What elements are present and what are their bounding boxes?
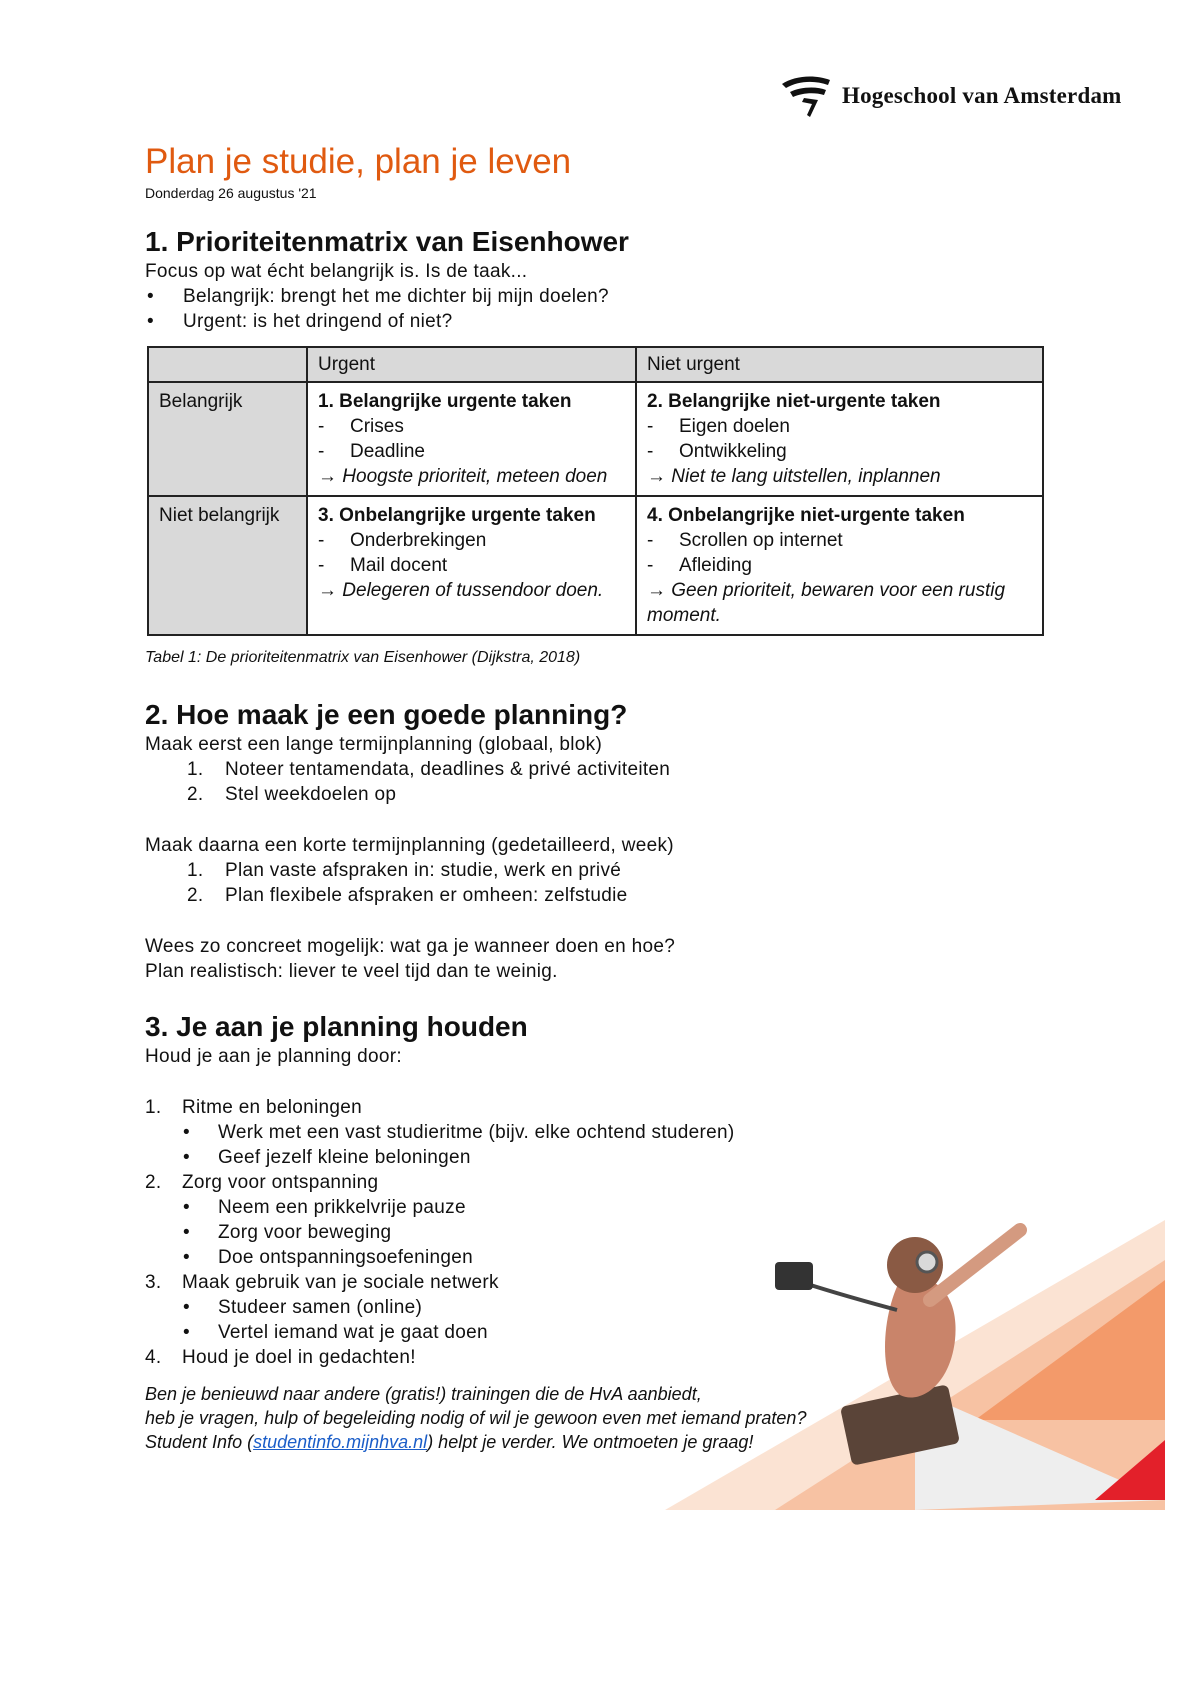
bullet-icon: •: [183, 1247, 190, 1268]
table-caption: Tabel 1: De prioriteitenmatrix van Eisenhower (Dijkstra, 2018): [145, 649, 581, 666]
bullet-icon: •: [183, 1147, 190, 1168]
hva-logo: [780, 74, 1122, 118]
hva-flame-logo-icon: [780, 74, 832, 118]
document-date: Donderdag 26 augustus '21: [145, 185, 317, 201]
table-row: [148, 382, 1043, 496]
page-title: Plan je studie, plan je leven: [145, 142, 572, 181]
list-item: • Zorg voor beweging: [183, 1222, 392, 1243]
matrix-cell-2: 2. Belangrijke niet-urgente taken - Eigen doelen - Ontwikkeling → Niet te lang uitstellen, inplannen: [636, 382, 1043, 496]
section3-heading: 3. Je aan je planning houden: [145, 1011, 528, 1042]
long-term-intro: Maak eerst een lange termijnplanning (globaal, blok): [145, 734, 603, 755]
list-item: 2. Plan flexibele afspraken er omheen: zelfstudie: [187, 885, 628, 906]
bullet-icon: •: [147, 286, 154, 307]
section1-intro: Focus op wat écht belangrijk is. Is de taak...: [145, 261, 528, 282]
table-corner-cell: [148, 347, 307, 382]
list-item: 1. Noteer tentamendata, deadlines & privé activiteiten: [187, 759, 671, 780]
list-item: 2. Zorg voor ontspanning: [145, 1172, 379, 1193]
logo-text: Hogeschool van Amsterdam: [842, 83, 1122, 108]
list-item: • Werk met een vast studieritme (bijv. elke ochtend studeren): [183, 1122, 735, 1143]
traveler-illustration: [665, 1170, 1165, 1510]
list-item: • Neem een prikkelvrije pauze: [183, 1197, 466, 1218]
col-header-niet-urgent: Niet urgent: [636, 347, 1043, 382]
tip-realistisch: Plan realistisch: liever te veel tijd dan te weinig.: [145, 961, 558, 982]
table-row: [148, 496, 1043, 635]
eisenhower-matrix-table: [147, 346, 1044, 636]
section1-heading: 1. Prioriteitenmatrix van Eisenhower: [145, 226, 629, 257]
bullet-icon: •: [183, 1122, 190, 1143]
bullet-icon: •: [183, 1322, 190, 1343]
row-header-niet-belangrijk: Niet belangrijk: [148, 496, 307, 635]
list-item: • Vertel iemand wat je gaat doen: [183, 1322, 488, 1343]
list-item: • Studeer samen (online): [183, 1297, 423, 1318]
closing-text: Ben je benieuwd naar andere (gratis!) trainingen die de HvA aanbiedt, heb je vragen, hulp of begeleiding nodig of wil je gewoon even met iemand praten? Student Info (studentinfo.mijnhva.nl) helpt je verder. We ontmoeten je graag!: [145, 1384, 807, 1452]
matrix-cell-3: 3. Onbelangrijke urgente taken - Onderbrekingen - Mail docent → Delegeren of tussendoor doen.: [307, 496, 636, 635]
list-item: 4. Houd je doel in gedachten!: [145, 1347, 416, 1368]
matrix-cell-4: 4. Onbelangrijke niet-urgente taken - Scrollen op internet - Afleiding → Geen prioriteit, bewaren voor een rustig moment.: [636, 496, 1043, 635]
section3-intro: Houd je aan je planning door:: [145, 1046, 402, 1067]
table-header-row: [148, 347, 1043, 382]
list-item: 1. Plan vaste afspraken in: studie, werk en privé: [187, 860, 622, 881]
col-header-urgent: Urgent: [307, 347, 636, 382]
list-item: 1. Ritme en beloningen: [145, 1097, 362, 1118]
list-item: 3. Maak gebruik van je sociale netwerk: [145, 1272, 499, 1293]
list-item: • Urgent: is het dringend of niet?: [147, 311, 453, 332]
bullet-icon: •: [147, 311, 154, 332]
list-item: • Geef jezelf kleine beloningen: [183, 1147, 471, 1168]
list-item: • Doe ontspanningsoefeningen: [183, 1247, 474, 1268]
bullet-icon: •: [183, 1297, 190, 1318]
tip-concreet: Wees zo concreet mogelijk: wat ga je wanneer doen en hoe?: [145, 936, 676, 957]
studentinfo-link[interactable]: studentinfo.mijnhva.nl: [253, 1432, 428, 1452]
bullet-icon: •: [183, 1222, 190, 1243]
bullet-icon: •: [183, 1197, 190, 1218]
section2-heading: 2. Hoe maak je een goede planning?: [145, 699, 628, 730]
list-item: • Belangrijk: brengt het me dichter bij mijn doelen?: [147, 286, 609, 307]
matrix-cell-1: 1. Belangrijke urgente taken - Crises - Deadline → Hoogste prioriteit, meteen doen: [307, 382, 636, 496]
row-header-belangrijk: Belangrijk: [148, 382, 307, 496]
list-item: 2. Stel weekdoelen op: [187, 784, 397, 805]
short-term-intro: Maak daarna een korte termijnplanning (gedetailleerd, week): [145, 835, 674, 856]
